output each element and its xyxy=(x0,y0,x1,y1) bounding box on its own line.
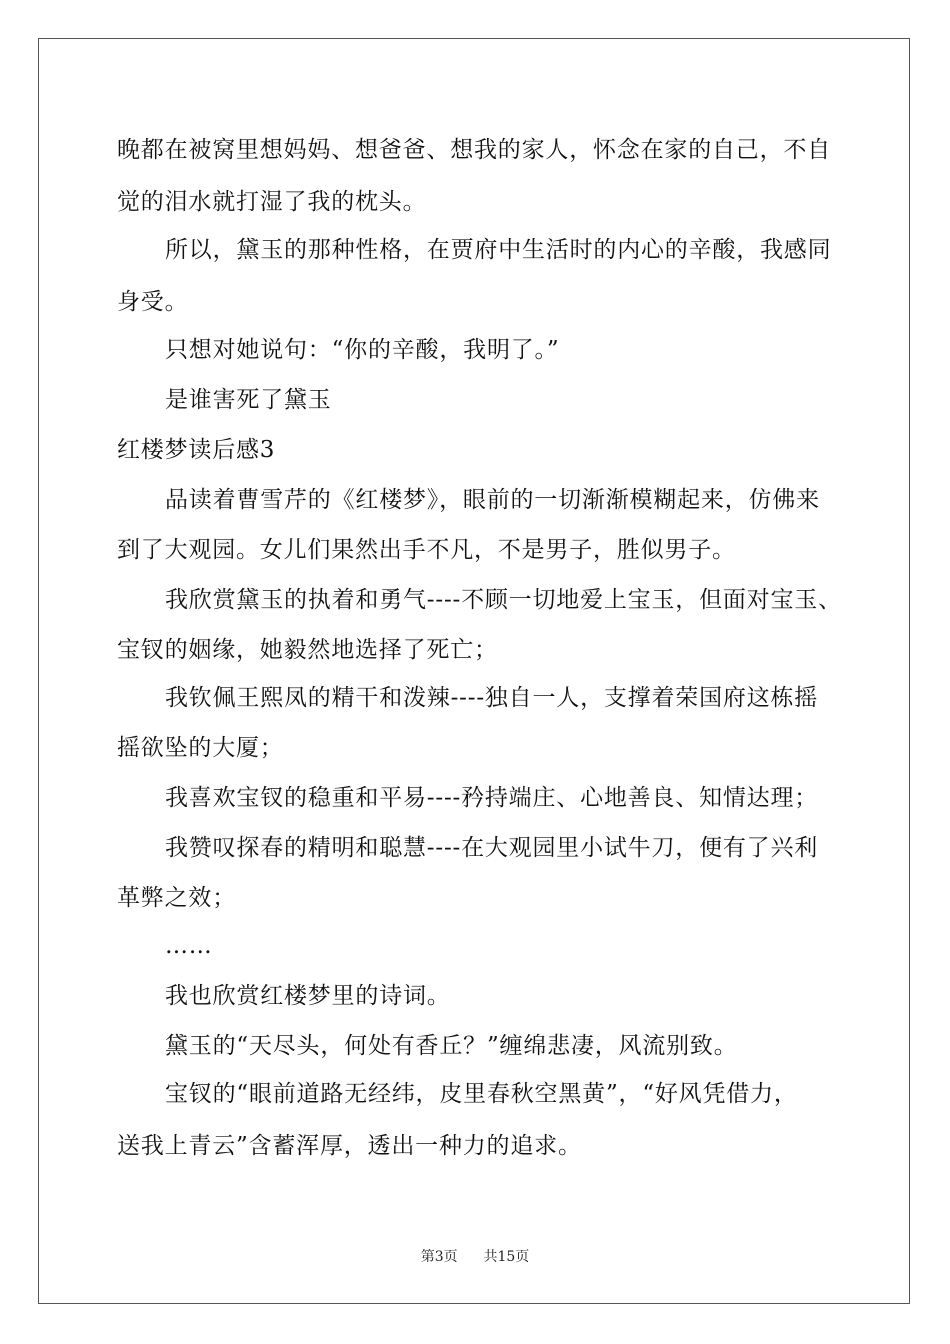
paragraph-line: 晚都在被窝里想妈妈、想爸爸、想我的家人，怀念在家的自己，不自 xyxy=(117,137,831,163)
paragraph-line: 我赞叹探春的精明和聪慧----在大观园里小试牛刀，便有了兴利 xyxy=(165,835,819,861)
paragraph-line: 我欣赏黛玉的执着和勇气----不顾一切地爱上宝玉，但面对宝玉、 xyxy=(165,587,842,613)
paragraph-line: 革弊之效； xyxy=(117,885,236,911)
paragraph-line: 宝钗的姻缘，她毅然地选择了死亡； xyxy=(117,637,498,663)
paragraph-line: 品读着曹雪芹的《红楼梦》，眼前的一切渐渐模糊起来，仿佛来 xyxy=(165,487,820,513)
paragraph-line: 黛玉的“天尽头，何处有香丘？”缠绵悲凄，风流别致。 xyxy=(165,1033,738,1059)
paragraph-line: 所以，黛玉的那种性格，在贾府中生活时的内心的辛酸，我感同 xyxy=(165,237,832,263)
paragraph-line: 身受。 xyxy=(117,289,189,315)
page-total: 共15页 xyxy=(483,1249,530,1265)
paragraph-line: 我喜欢宝钗的稳重和平易----矜持端庄、心地善良、知情达理； xyxy=(165,785,819,811)
paragraph-line: 是谁害死了黛玉 xyxy=(165,387,332,413)
paragraph-line: 送我上青云”含蓄浑厚，透出一种力的追求。 xyxy=(117,1133,582,1159)
paragraph-line: 只想对她说句：“你的辛酸，我明了。” xyxy=(165,337,560,363)
paragraph-line: 宝钗的“眼前道路无经纬，皮里春秋空黑黄”，“好风凭借力， xyxy=(165,1081,798,1107)
paragraph-line: 我也欣赏红楼梦里的诗词。 xyxy=(165,983,451,1009)
ellipsis-line: …… xyxy=(165,933,213,959)
paragraph-line: 我钦佩王熙凤的精干和泼辣----独自一人，支撑着荣国府这栋摇 xyxy=(165,685,819,711)
section-heading: 红楼梦读后感3 xyxy=(117,437,276,463)
page-border xyxy=(38,38,910,1304)
paragraph-line: 到了大观园。女儿们果然出手不凡，不是男子，胜似男子。 xyxy=(117,537,736,563)
page-footer xyxy=(0,1246,950,1266)
page-number: 第3页 xyxy=(420,1249,458,1265)
paragraph-line: 觉的泪水就打湿了我的枕头。 xyxy=(117,189,427,215)
paragraph-line: 摇欲坠的大厦； xyxy=(117,735,284,761)
